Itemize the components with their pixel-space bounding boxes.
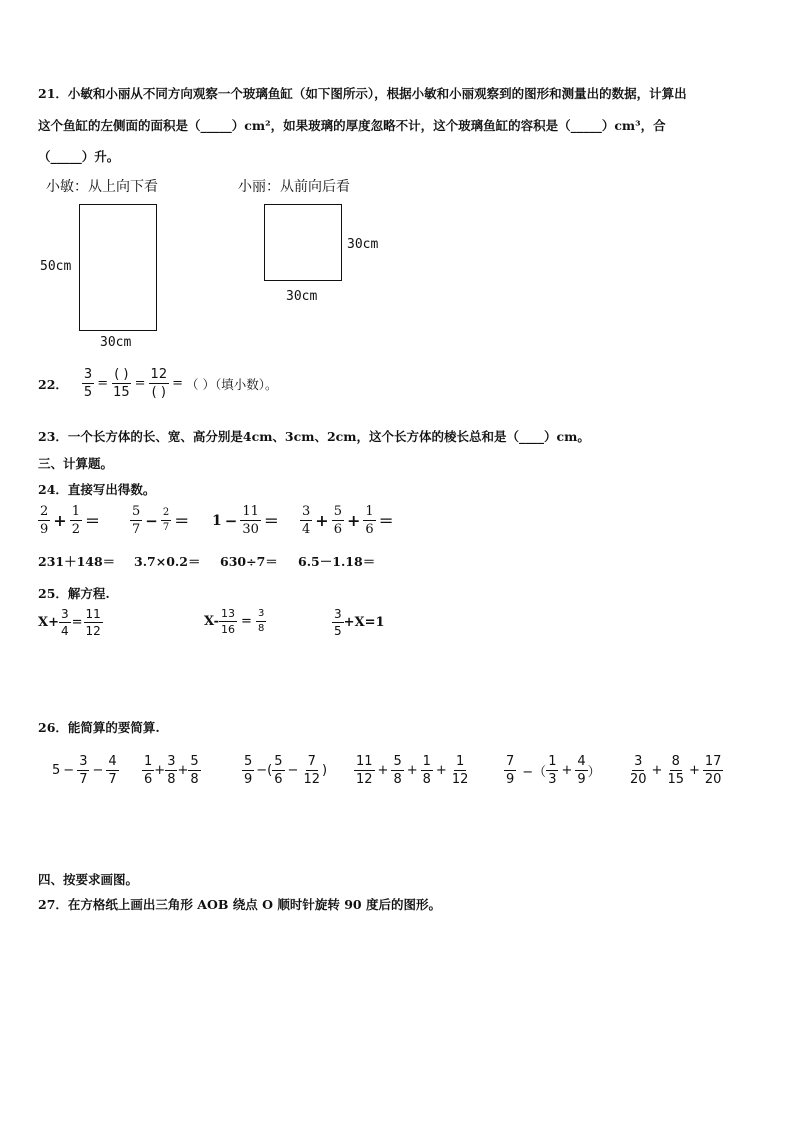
fraction: $\frac{11}{30}$ (242, 504, 259, 537)
q26-expr-1: 5 − $\frac{3}{7}$ − $\frac{4}{7}$ (52, 754, 117, 787)
q24-title: 24．直接写出得数。 (38, 482, 156, 497)
fraction: $\frac{1}{8}$ (422, 754, 431, 787)
q21-line1: 21．小敏和小丽从不同方向观察一个玻璃鱼缸（如下图所示），根据小敏和小丽观察到的图形和测量出的数据，计算出 (38, 86, 687, 101)
fraction: $\frac{3}{5}$ (334, 607, 342, 638)
section-4-heading: 四、按要求画图。 (38, 872, 139, 887)
fraction: $\frac{8}{15}$ (667, 754, 684, 787)
q25-title: 25．解方程. (38, 586, 110, 601)
fraction: $\frac{5}{7}$ (132, 504, 141, 537)
q24-row2-item: 6.5－1.18＝ (298, 554, 376, 569)
view1-rectangle (79, 204, 157, 331)
q21-line2: 这个鱼缸的左侧面的面积是（_____）cm²，如果玻璃的厚度忽略不计，这个玻璃鱼缸的容积是（_____）cm³，合 (38, 118, 666, 133)
fraction: $\frac{1}{2}$ (71, 504, 80, 537)
fraction: $\frac{7}{9}$ (506, 754, 515, 787)
q22-expression: 22． $\frac{3}{5}$ = $\frac{( )}{15}$ = $\frac{12}{( )}$ = （ ）（填小数）。 (38, 367, 278, 400)
fraction: $\frac{11}{12}$ (356, 754, 373, 787)
fraction: $\frac{1}{12}$ (451, 754, 469, 787)
fraction: $\frac{3}{20}$ (630, 754, 647, 787)
fraction: $\frac{17}{20}$ (704, 754, 722, 787)
view1-height-label: 50cm (40, 259, 72, 274)
q24-expr-2: $\frac{5}{7}$ − $\frac{2}{7}$ ＝ (132, 504, 190, 537)
q26-title: 26．能简算的要简算. (38, 720, 160, 735)
q26-expr-6: $\frac{3}{20}$ + $\frac{8}{15}$ + $\frac{17}{20}$ (630, 754, 722, 787)
fraction: $\frac{5}{8}$ (393, 754, 402, 787)
fraction: $\frac{1}{6}$ (365, 504, 374, 537)
fraction: $\frac{( )}{15}$ (113, 367, 130, 400)
view2-label: 小丽：从前向后看 (238, 179, 350, 195)
q21-line3: （_____）升。 (38, 149, 120, 164)
q25-equation-3: $\frac{3}{5}$ +X=1 (334, 607, 385, 638)
fraction: $\frac{3}{7}$ (79, 754, 88, 787)
fraction: $\frac{1}{3}$ (548, 754, 557, 787)
fraction: $\frac{5}{8}$ (190, 754, 199, 787)
fraction: $\frac{3}{5}$ (83, 367, 93, 400)
fraction: $\frac{5}{6}$ (274, 754, 283, 787)
fraction: $\frac{5}{6}$ (333, 504, 342, 537)
q26-expr-5: $\frac{7}{9}$ −（ $\frac{1}{3}$ + $\frac{4}{9}$ ） (506, 754, 601, 787)
fraction: $\frac{11}{12}$ (85, 607, 101, 638)
view2-width-label: 30cm (286, 289, 318, 304)
q24-row2-item: 630÷7＝ (220, 554, 278, 569)
fraction: $\frac{13}{16}$ (221, 607, 236, 636)
q26-expr-3: $\frac{5}{9}$ −( $\frac{5}{6}$ − $\frac{7}{12}$ ) (244, 754, 328, 787)
q26-expr-2: $\frac{1}{6}$ + $\frac{3}{8}$ + $\frac{5}{8}$ (144, 754, 199, 787)
fraction: $\frac{3}{8}$ (167, 754, 176, 787)
section-3-heading: 三、计算题。 (38, 456, 114, 471)
fraction: $\frac{7}{12}$ (303, 754, 320, 787)
view1-label: 小敏：从上向下看 (46, 179, 158, 195)
fraction: $\frac{4}{7}$ (108, 754, 117, 787)
view2-height-label: 30cm (347, 237, 379, 252)
q24-expr-4: $\frac{3}{4}$ + $\frac{5}{6}$ + $\frac{1}{6}$ ＝ (302, 504, 394, 537)
q22-number: 22． (38, 376, 68, 392)
q24-row2-item: 3.7×0.2＝ (134, 554, 201, 569)
q25-equation-2: X- $\frac{13}{16}$ = $\frac{3}{8}$ (204, 607, 265, 636)
q24-expr-3: 1 − $\frac{11}{30}$ ＝ (212, 504, 279, 537)
fraction: $\frac{3}{8}$ (257, 608, 265, 634)
fraction: $\frac{1}{6}$ (144, 754, 153, 787)
fraction: $\frac{5}{9}$ (244, 754, 253, 787)
q27-text: 27．在方格纸上画出三角形 AOB 绕点 O 顺时针旋转 90 度后的图形。 (38, 897, 441, 912)
view1-width-label: 30cm (100, 335, 132, 350)
fraction: $\frac{3}{4}$ (302, 504, 311, 537)
fraction: $\frac{12}{( )}$ (150, 367, 168, 400)
q24-row2-item: 231＋148＝ (38, 554, 116, 569)
fraction: $\frac{2}{7}$ (162, 507, 170, 533)
q22-tail: （ ）（填小数）。 (186, 376, 278, 392)
q24-expr-1: $\frac{2}{9}$ + $\frac{1}{2}$ ＝ (40, 504, 100, 537)
view2-square (264, 204, 342, 281)
fraction: $\frac{2}{9}$ (40, 504, 49, 537)
q26-expr-4: $\frac{11}{12}$ + $\frac{5}{8}$ + $\frac{1}{8}$ + $\frac{1}{12}$ (356, 754, 469, 787)
q25-equation-1: X+ $\frac{3}{4}$ = $\frac{11}{12}$ (38, 607, 101, 638)
fraction: $\frac{4}{9}$ (577, 754, 586, 787)
q23-text: 23．一个长方体的长、宽、高分别是4cm、3cm、2cm，这个长方体的棱长总和是（____）cm。 (38, 429, 590, 444)
fraction: $\frac{3}{4}$ (60, 607, 69, 638)
